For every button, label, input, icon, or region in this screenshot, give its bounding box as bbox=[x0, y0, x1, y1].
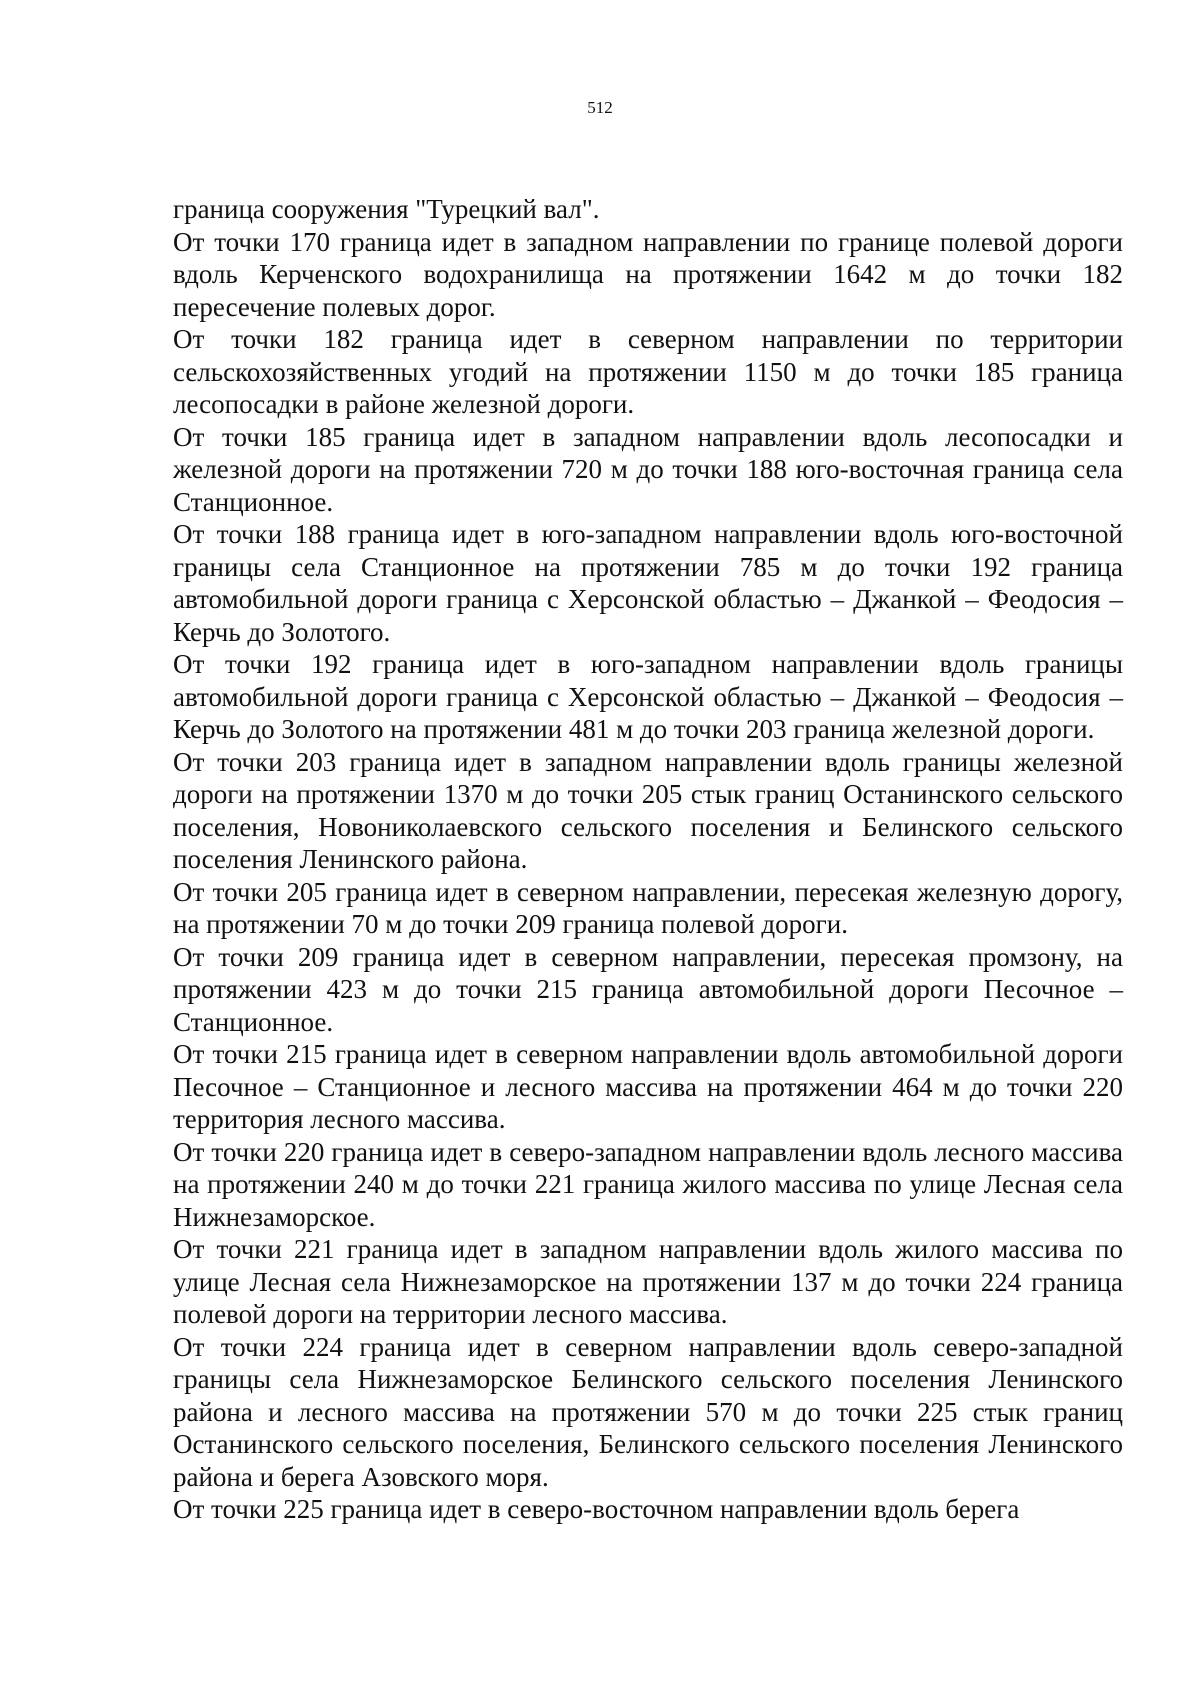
document-body bbox=[173, 193, 1123, 1526]
paragraph: От точки 192 граница идет в юго-западном направлении вдоль границы автомобильной дороги граница с Херсонской областью – Джанкой – Феодосия – Керчь до Золотого на протяжении 481 м до точки 203 граница железной дороги. bbox=[173, 649, 1123, 744]
paragraph: От точки 220 граница идет в северо-западном направлении вдоль лесного массива на протяжении 240 м до точки 221 граница жилого массива по улице Лесная села Нижнезаморское. bbox=[173, 1136, 1123, 1232]
paragraph: От точки 182 граница идет в северном направлении по территории сельскохозяйственных угодий на протяжении 1150 м до точки 185 граница лесопосадки в районе железной дороги. bbox=[173, 324, 1123, 419]
paragraph: От точки 205 граница идет в северном направлении, пересекая железную дорогу, на протяжении 70 м до точки 209 граница полевой дороги. bbox=[173, 876, 1123, 939]
paragraph: От точки 185 граница идет в западном направлении вдоль лесопосадки и железной дороги на протяжении 720 м до точки 188 юго-восточная граница села Станционное. bbox=[173, 421, 1123, 517]
paragraph: От точки 225 граница идет в северо-восточном направлении вдоль берега bbox=[173, 1494, 1020, 1524]
paragraph: От точки 170 граница идет в западном направлении по границе полевой дороги вдоль Керченского водохранилища на протяжении 1642 м до точки 182 пересечение полевых дорог. bbox=[173, 226, 1123, 322]
paragraph: От точки 188 граница идет в юго-западном направлении вдоль юго-восточной границы села Станционное на протяжении 785 м до точки 192 граница автомобильной дороги граница с Херсонской областью – Джанкой – Феодосия – Керчь до Золотого. bbox=[173, 519, 1123, 647]
paragraph: От точки 215 граница идет в северном направлении вдоль автомобильной дороги Песочное – Станционное и лесного массива на протяжении 464 м до точки 220 территория лесного массива. bbox=[173, 1039, 1123, 1134]
paragraph: От точки 203 граница идет в западном направлении вдоль границы железной дороги на протяжении 1370 м до точки 205 стык границ Останинского сельского поселения, Новониколаевского сельского поселения и Белинского сельского поселения Ленинского района. bbox=[173, 746, 1123, 874]
page-number: 512 bbox=[587, 98, 613, 117]
paragraph: граница сооружения "Турецкий вал". bbox=[173, 194, 600, 224]
paragraph: От точки 221 граница идет в западном направлении вдоль жилого массива по улице Лесная села Нижнезаморское на протяжении 137 м до точки 224 граница полевой дороги на территории лесного массива. bbox=[173, 1234, 1123, 1329]
paragraph: От точки 209 граница идет в северном направлении, пересекая промзону, на протяжении 423 м до точки 215 граница автомобильной дороги Песочное – Станционное. bbox=[173, 941, 1123, 1037]
paragraph: От точки 224 граница идет в северном направлении вдоль северо-западной границы села Нижнезаморское Белинского сельского поселения Ленинского района и лесного массива на протяжении 570 м до точки 225 стык границ Останинского сельского поселения, Белинского сельского поселения Ленинского района и берега Азовского моря. bbox=[173, 1331, 1123, 1492]
